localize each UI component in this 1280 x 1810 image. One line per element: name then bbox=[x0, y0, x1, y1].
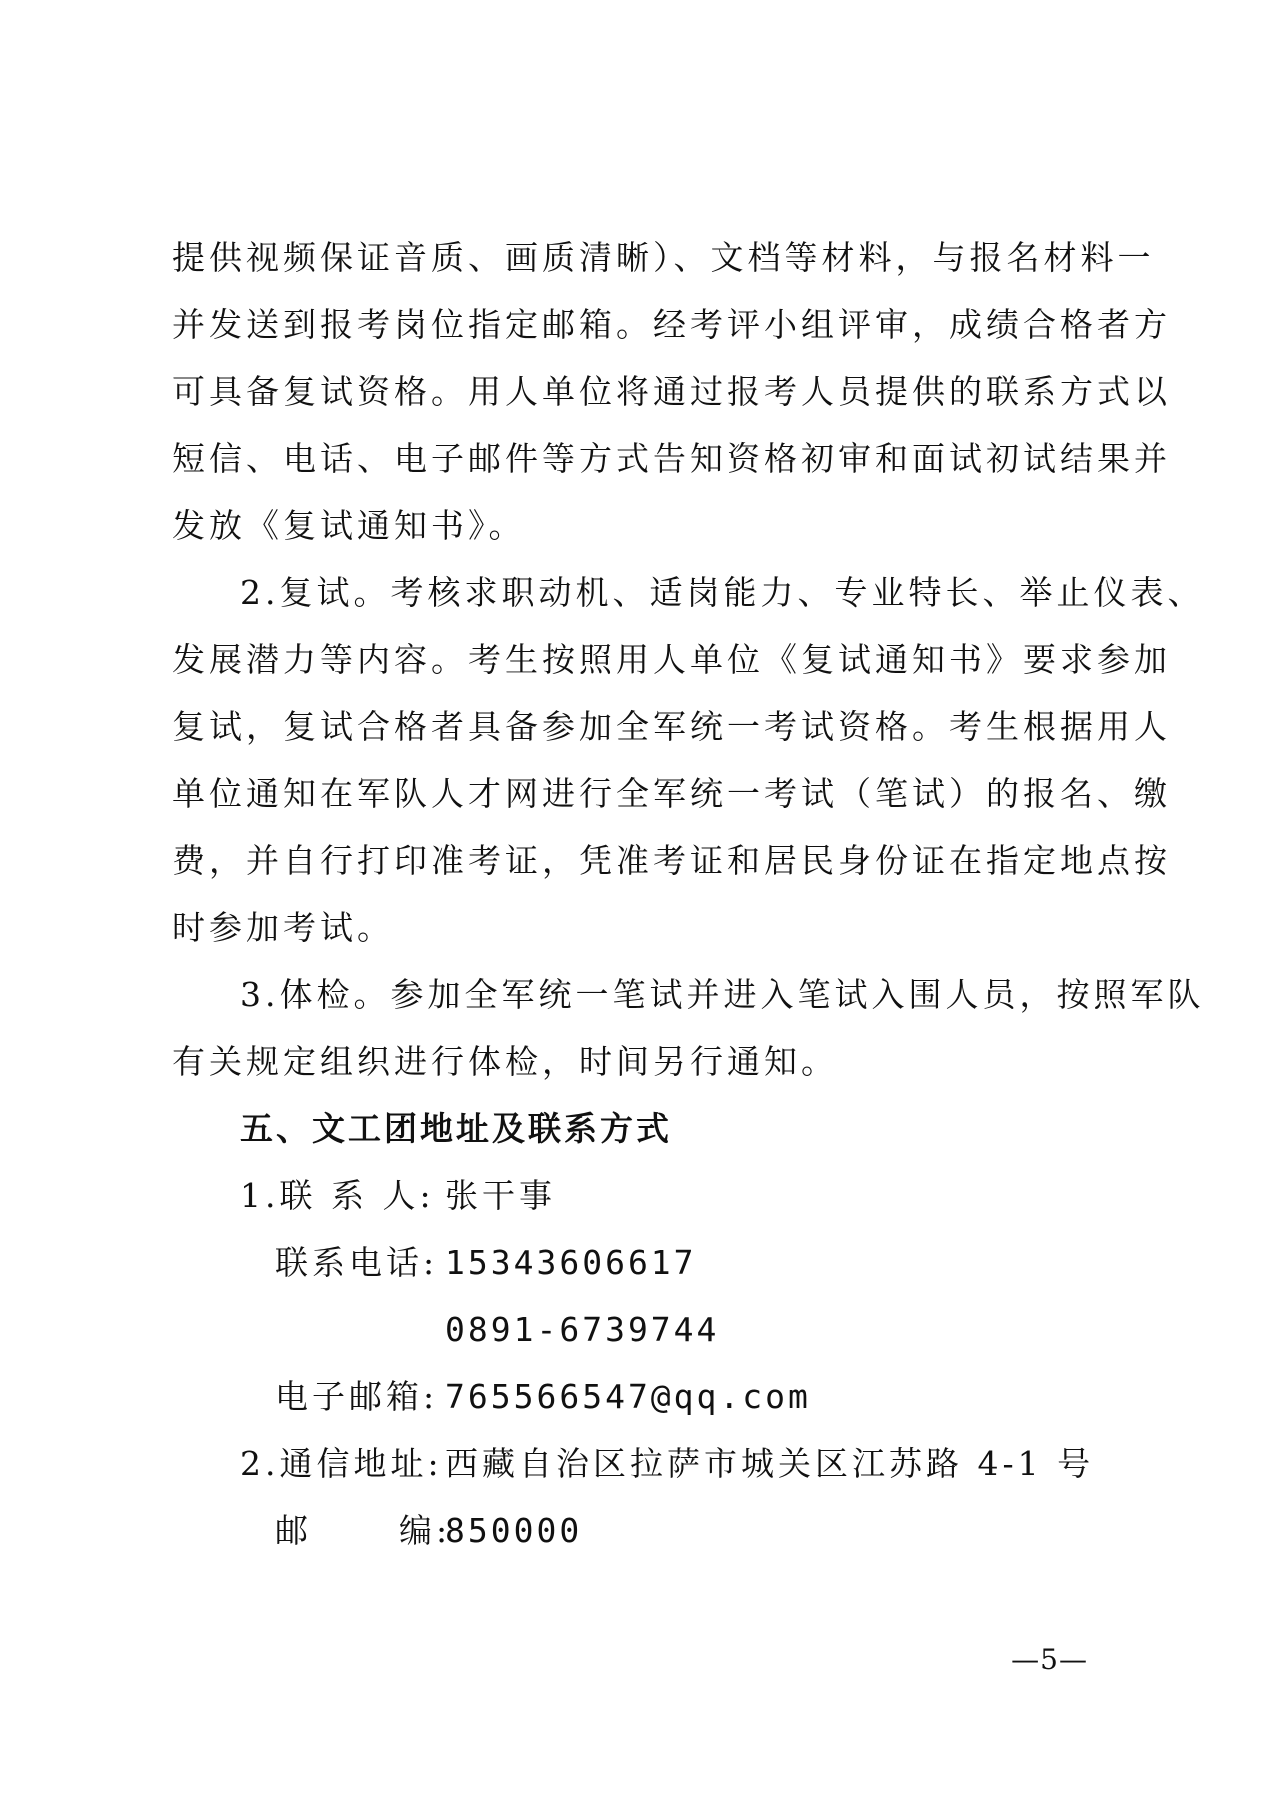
address-value: 西藏自治区拉萨市城关区江苏路 4-1 号 bbox=[445, 1444, 1095, 1483]
body-text-line: 费，并自行打印准考证，凭准考证和居民身份证在指定地点按 bbox=[172, 841, 1171, 880]
body-text-line: 并发送到报考岗位指定邮箱。经考评小组评审，成绩合格者方 bbox=[172, 305, 1171, 344]
phone-number-2: 0891-6739744 bbox=[445, 1310, 720, 1349]
address-label: 2.通信地址: bbox=[240, 1444, 443, 1483]
email-label: 电子邮箱: bbox=[275, 1377, 439, 1416]
body-text-line: 可具备复试资格。用人单位将通过报考人员提供的联系方式以 bbox=[172, 372, 1171, 411]
body-text-line: 提供视频保证音质、画质清晰）、文档等材料，与报名材料一 bbox=[172, 238, 1155, 277]
contact-person-value: 张干事 bbox=[445, 1176, 556, 1215]
body-text-line: 发放《复试通知书》。 bbox=[172, 506, 526, 545]
phone-number-1: 15343606617 bbox=[445, 1243, 697, 1282]
body-text-line: 短信、电话、电子邮件等方式告知资格初审和面试初试结果并 bbox=[172, 439, 1171, 478]
body-text-line: 单位通知在军队人才网进行全军统一考试（笔试）的报名、缴 bbox=[172, 774, 1171, 813]
page-number: —5— bbox=[1011, 1643, 1088, 1676]
body-text-line: 复试，复试合格者具备参加全军统一考试资格。考生根据用人 bbox=[172, 707, 1171, 746]
body-text-line: 发展潜力等内容。考生按照用人单位《复试通知书》要求参加 bbox=[172, 640, 1171, 679]
body-text-line: 有关规定组织进行体检，时间另行通知。 bbox=[172, 1042, 838, 1081]
body-text-line: 3.体检。参加全军统一笔试并进入笔试入围人员，按照军队 bbox=[240, 975, 1205, 1014]
contact-person-label: 1.联 系 人: bbox=[240, 1176, 435, 1215]
email-value: 765566547@qq.com bbox=[445, 1377, 811, 1416]
body-text-line: 2.复试。考核求职动机、适岗能力、专业特长、举止仪表、 bbox=[240, 573, 1205, 612]
phone-label: 联系电话: bbox=[275, 1243, 439, 1282]
body-text-line: 时参加考试。 bbox=[172, 908, 394, 947]
postcode-label: 邮 编: bbox=[275, 1511, 452, 1550]
postcode-value: 850000 bbox=[445, 1511, 583, 1550]
section-heading: 五、文工团地址及联系方式 bbox=[240, 1109, 672, 1148]
